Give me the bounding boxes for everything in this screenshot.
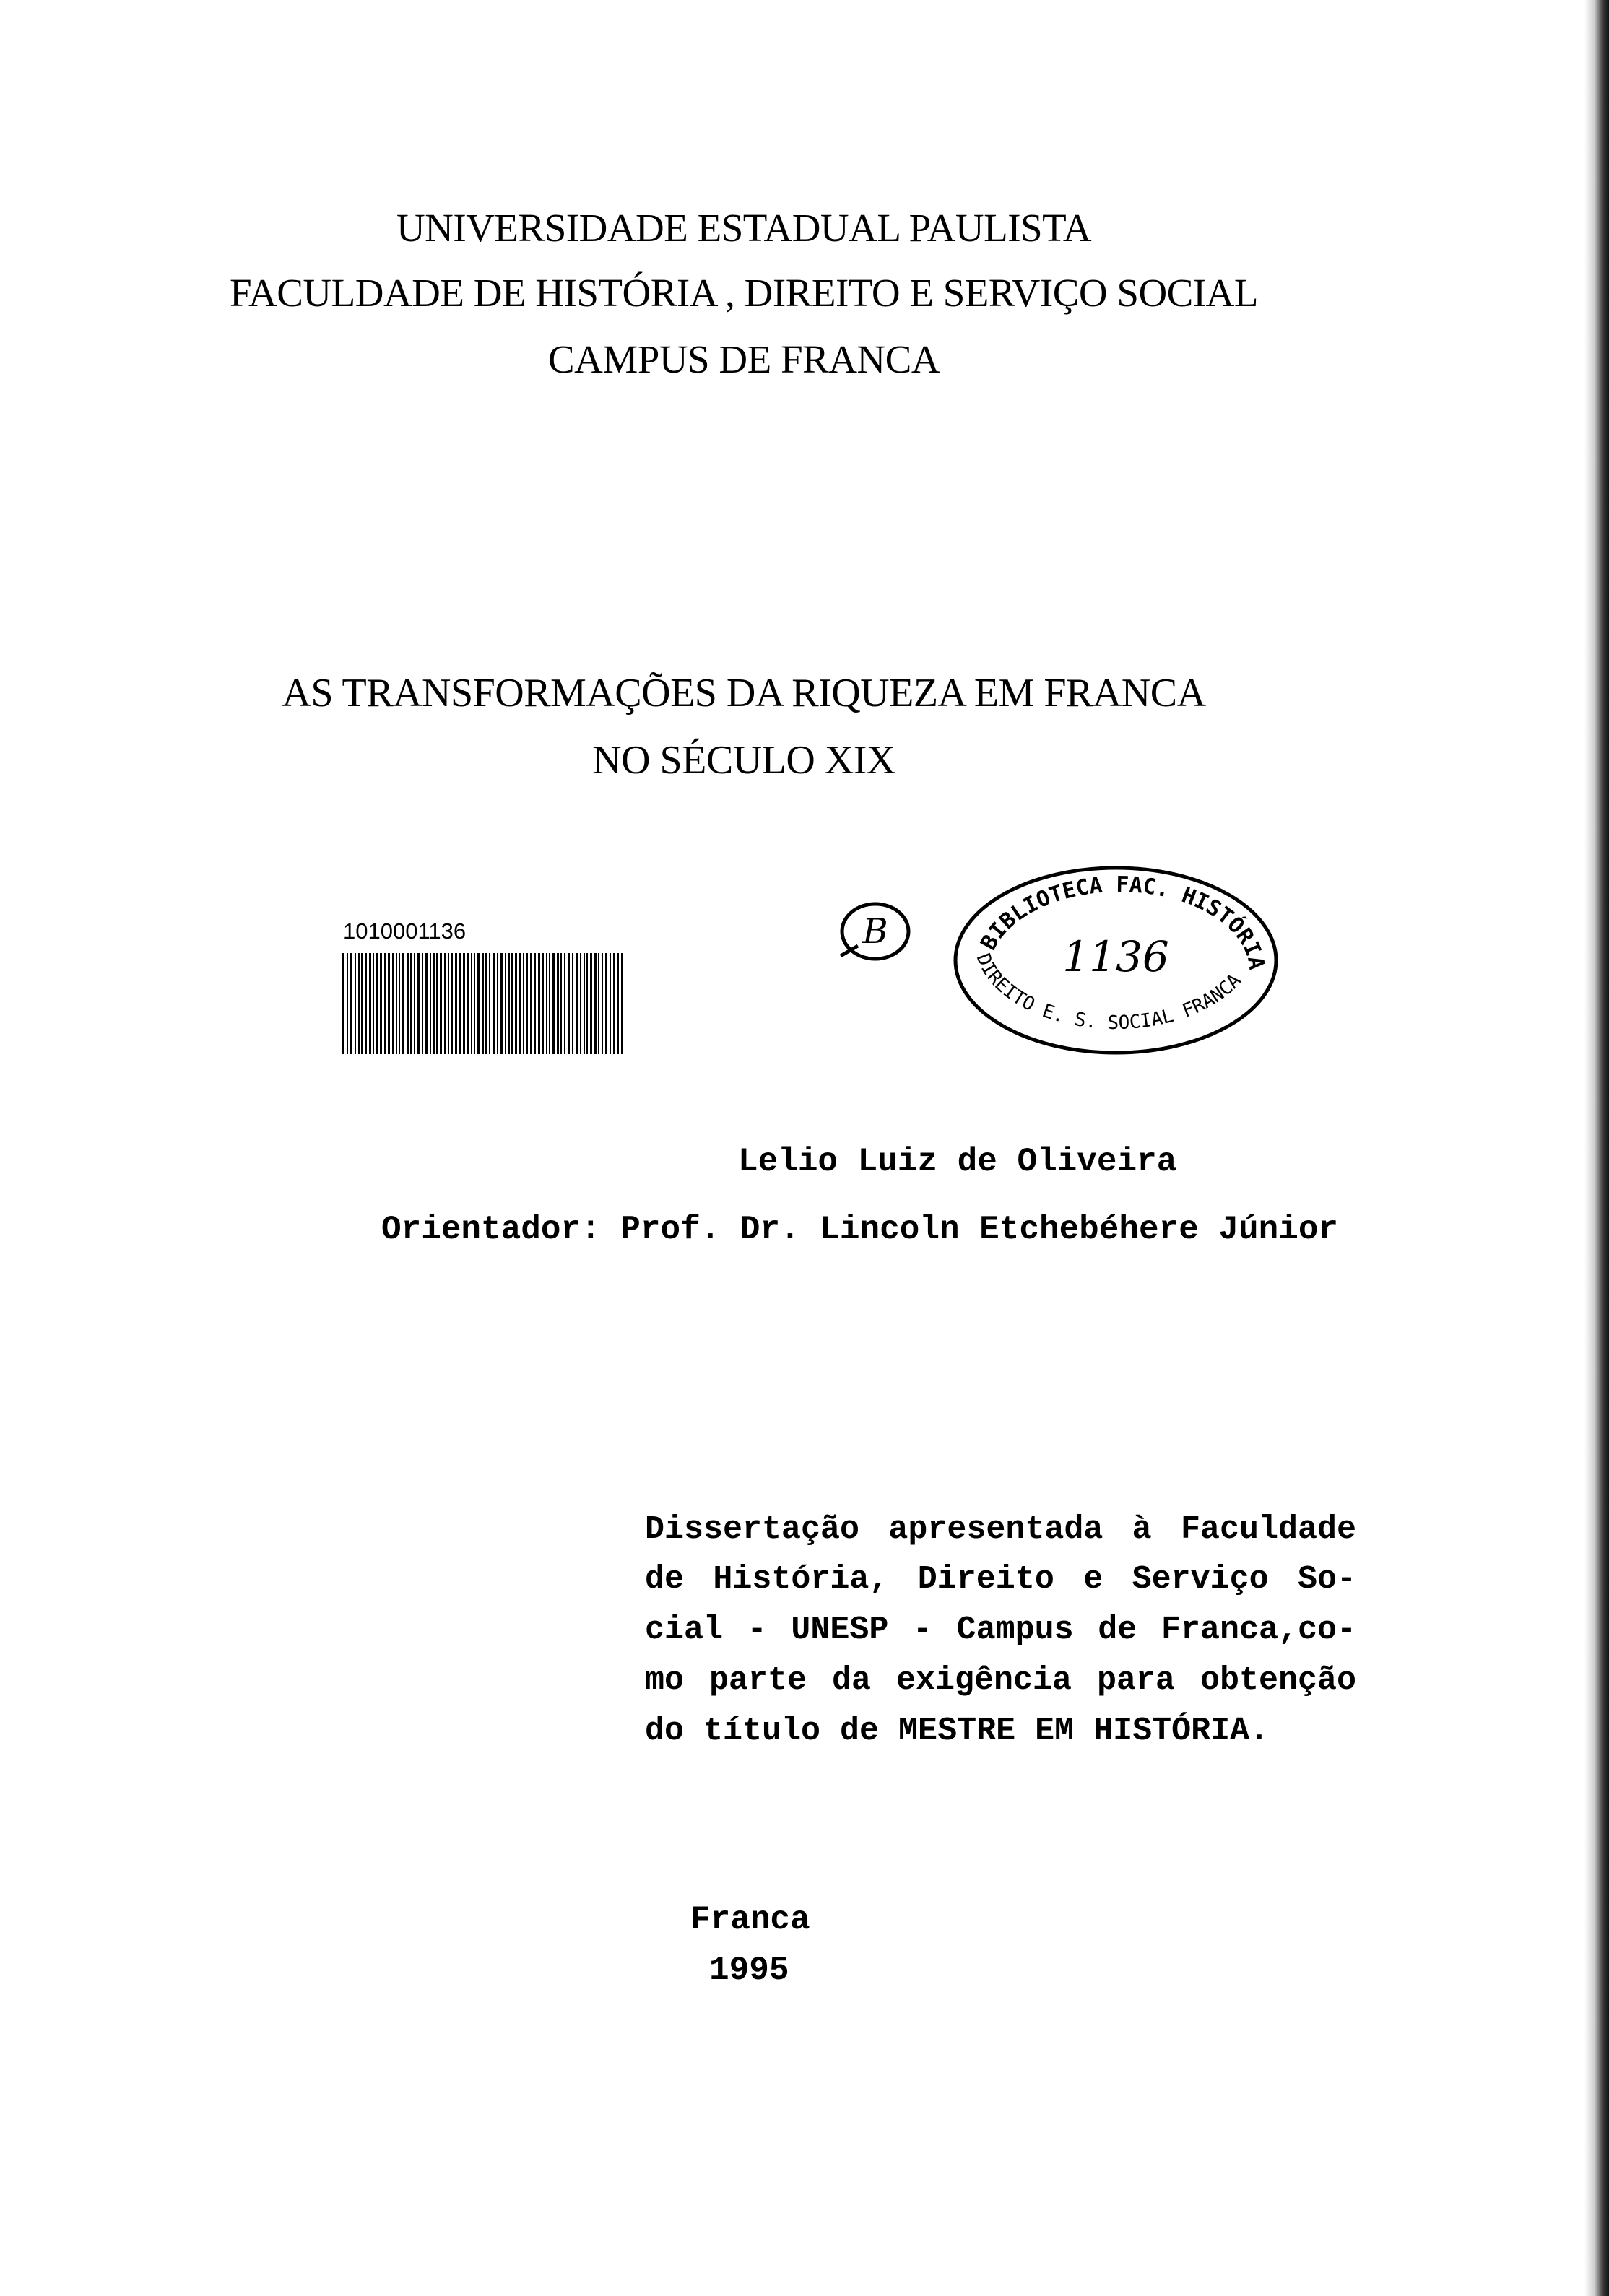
barcode-bar [572, 953, 573, 1054]
barcode-bar [586, 953, 588, 1054]
barcode-bar [580, 953, 581, 1054]
dissertation-note-line-5: do título de MESTRE EM HISTÓRIA. [645, 1713, 1270, 1749]
advisor-line [381, 1213, 1338, 1246]
barcode-bar [451, 953, 453, 1054]
circled-letter-mark [829, 895, 916, 967]
author-name: Lelio Luiz de Oliveira [738, 1143, 1177, 1180]
barcode-bar [392, 953, 394, 1054]
barcode-bar [474, 953, 475, 1054]
barcode-bar [376, 953, 378, 1054]
thesis-title-line-1: AS TRANSFORMAÇÕES DA RIQUEZA EM FRANCA [282, 671, 1206, 716]
dissertation-note-line-2: de História, Direito e Serviço So- [645, 1561, 1356, 1598]
barcode-bar [355, 953, 356, 1054]
barcode-bar [358, 953, 360, 1054]
barcode-bar [425, 953, 428, 1054]
barcode-bar [384, 953, 386, 1054]
barcode-bar [598, 953, 599, 1054]
barcode-bar [523, 953, 524, 1054]
barcode-bar [493, 953, 495, 1054]
barcode-bar [489, 953, 490, 1054]
barcode-bar [430, 953, 431, 1054]
barcode-bar [459, 953, 461, 1054]
barcode-bar [485, 953, 487, 1054]
barcode-bar [388, 953, 390, 1054]
barcode-bar [448, 953, 449, 1054]
dissertation-note-line-3: cial - UNESP - Campus de Franca,co- [645, 1612, 1356, 1648]
barcode-bar [508, 953, 510, 1054]
stamp-top-text: BIBLIOTECA FAC. HISTÓRIA [976, 871, 1270, 972]
barcode-bar [444, 953, 446, 1054]
barcode-bar [617, 953, 619, 1054]
barcode-bar [361, 953, 363, 1054]
advisor-name: Prof. Dr. Lincoln Etchebéhere Júnior [620, 1211, 1339, 1248]
barcode-bar [422, 953, 423, 1054]
barcode-bar [482, 953, 484, 1054]
barcode-bar [396, 953, 397, 1054]
barcode-bar [500, 953, 503, 1054]
barcode [339, 953, 628, 1054]
barcode-bar [534, 953, 536, 1054]
barcode-bar [568, 953, 570, 1054]
dissertation-note-line-1: Dissertação apresentada à Faculdade [645, 1511, 1356, 1548]
barcode-bar [369, 953, 371, 1054]
barcode-bar [605, 953, 607, 1054]
barcode-bar [402, 953, 404, 1054]
barcode-bar [590, 953, 592, 1054]
barcode-bar [584, 953, 585, 1054]
barcode-bar [347, 953, 348, 1054]
barcode-bar [564, 953, 565, 1054]
barcode-bar [552, 953, 555, 1054]
barcode-bar [511, 953, 513, 1054]
year: 1995 [709, 1952, 789, 1989]
advisor-label: Orientador: [381, 1211, 601, 1248]
barcode-bar [542, 953, 544, 1054]
barcode-bar [505, 953, 506, 1054]
campus-name: CAMPUS DE FRANCA [547, 337, 940, 381]
barcode-bar [463, 953, 465, 1054]
barcode-bar [538, 953, 540, 1054]
barcode-bar [576, 953, 578, 1054]
scan-edge-shadow [1584, 0, 1609, 2296]
place: Franca [690, 1901, 810, 1939]
barcode-bar [530, 953, 532, 1054]
barcode-bar [436, 953, 438, 1054]
barcode-bar [519, 953, 521, 1054]
barcode-bar [455, 953, 457, 1054]
barcode-number: 1010001136 [343, 918, 467, 944]
barcode-bar [515, 953, 517, 1054]
dissertation-note-line-4: mo parte da exigência para obtenção [645, 1662, 1356, 1699]
barcode-bar [365, 953, 367, 1054]
faculty-name: FACULDADE DE HISTÓRIA , DIREITO E SERVIÇO SOCIAL [230, 271, 1258, 315]
stamp-handwritten-number: 1136 [1062, 932, 1169, 981]
barcode-bar [610, 953, 611, 1054]
barcode-bar [342, 953, 344, 1054]
barcode-bar [433, 953, 435, 1054]
barcode-bar [350, 953, 352, 1054]
thesis-title-line-2: NO SÉCULO XIX [592, 738, 895, 783]
barcode-bar [380, 953, 382, 1054]
barcode-bar [414, 953, 415, 1054]
stamp-bottom-text: DIREITO E. S. SOCIAL FRANCA [971, 950, 1246, 1035]
university-name: UNIVERSIDADE ESTADUAL PAULISTA [396, 206, 1092, 250]
barcode-bar [373, 953, 374, 1054]
barcode-bar [477, 953, 480, 1054]
barcode-bar [417, 953, 420, 1054]
circled-letter: B [862, 911, 888, 952]
barcode-bar [602, 953, 603, 1054]
barcode-bar [621, 953, 623, 1054]
barcode-bar [407, 953, 409, 1054]
barcode-bar [549, 953, 550, 1054]
barcode-bar [526, 953, 528, 1054]
barcode-bar [557, 953, 559, 1054]
barcode-bar [410, 953, 412, 1054]
barcode-bar [440, 953, 442, 1054]
barcode-bar [613, 953, 615, 1054]
barcode-bar [399, 953, 400, 1054]
barcode-bar [467, 953, 469, 1054]
barcode-bar [594, 953, 597, 1054]
barcode-bar [471, 953, 472, 1054]
barcode-bar [560, 953, 562, 1054]
barcode-bar [546, 953, 547, 1054]
barcode-bar [497, 953, 498, 1054]
library-stamp [946, 863, 1285, 1058]
